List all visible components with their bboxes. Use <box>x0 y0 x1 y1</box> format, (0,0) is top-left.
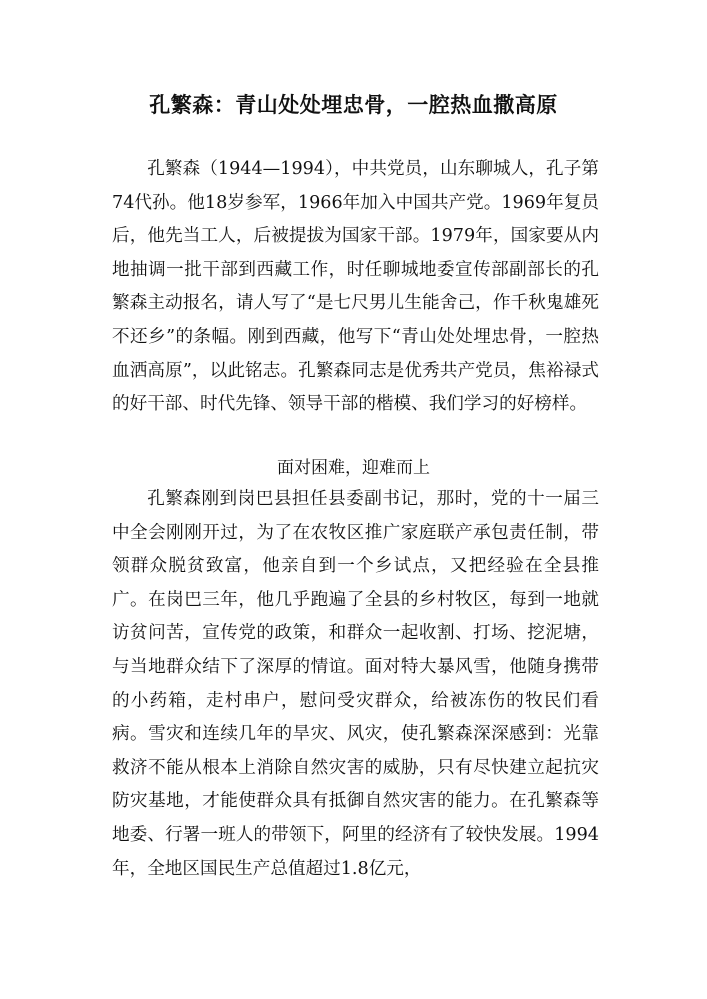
page-title: 孔繁森：青山处处埋忠骨，一腔热血撒高原 <box>149 92 558 117</box>
intro-paragraph: 孔繁森（1944—1994），中共党员，山东聊城人，孔子第74代孙。他18岁参军，1966年加入中国共产党。1969年复员后，他先当工人，后被提拔为国家干部。1979年，国家要从内地抽调一批干部到西藏工作，时任聊城地委宣传部副部长的孔繁森主动报名，请人写了“是七尺男儿生能舍己，作千秋鬼雄死不还乡”的条幅。刚到西藏，他写下“青山处处埋忠骨，一腔热血洒高原”，以此铭志。孔繁森同志是优秀共产党员，焦裕禄式的好干部、时代先锋、领导干部的楷模、我们学习的好榜样。 <box>112 159 599 415</box>
body-paragraph: 孔繁森刚到岗巴县担任县委副书记，那时，党的十一届三中全会刚刚开过，为了在农牧区推广家庭联产承包责任制，带领群众脱贫致富，他亲自到一个乡试点，又把经验在全县推广。在岗巴三年，他几乎跑遍了全县的乡村牧区，每到一地就访贫问苦，宣传党的政策，和群众一起收割、打场、挖泥塘，与当地群众结下了深厚的情谊。面对特大暴风雪，他随身携带的小药箱，走村串户，慰问受灾群众，给被冻伤的牧民们看病。雪灾和连续几年的旱灾、风灾，使孔繁森深深感到：光靠救济不能从根本上消除自然灾害的威胁，只有尽快建立起抗灾防灾基地，才能使群众具有抵御自然灾害的能力。在孔繁森等地委、行署一班人的带领下，阿里的经济有了较快发展。1994年，全地区国民生产总值超过1.8亿元， <box>112 489 599 879</box>
section-heading: 面对困难，迎难而上 <box>277 458 430 478</box>
